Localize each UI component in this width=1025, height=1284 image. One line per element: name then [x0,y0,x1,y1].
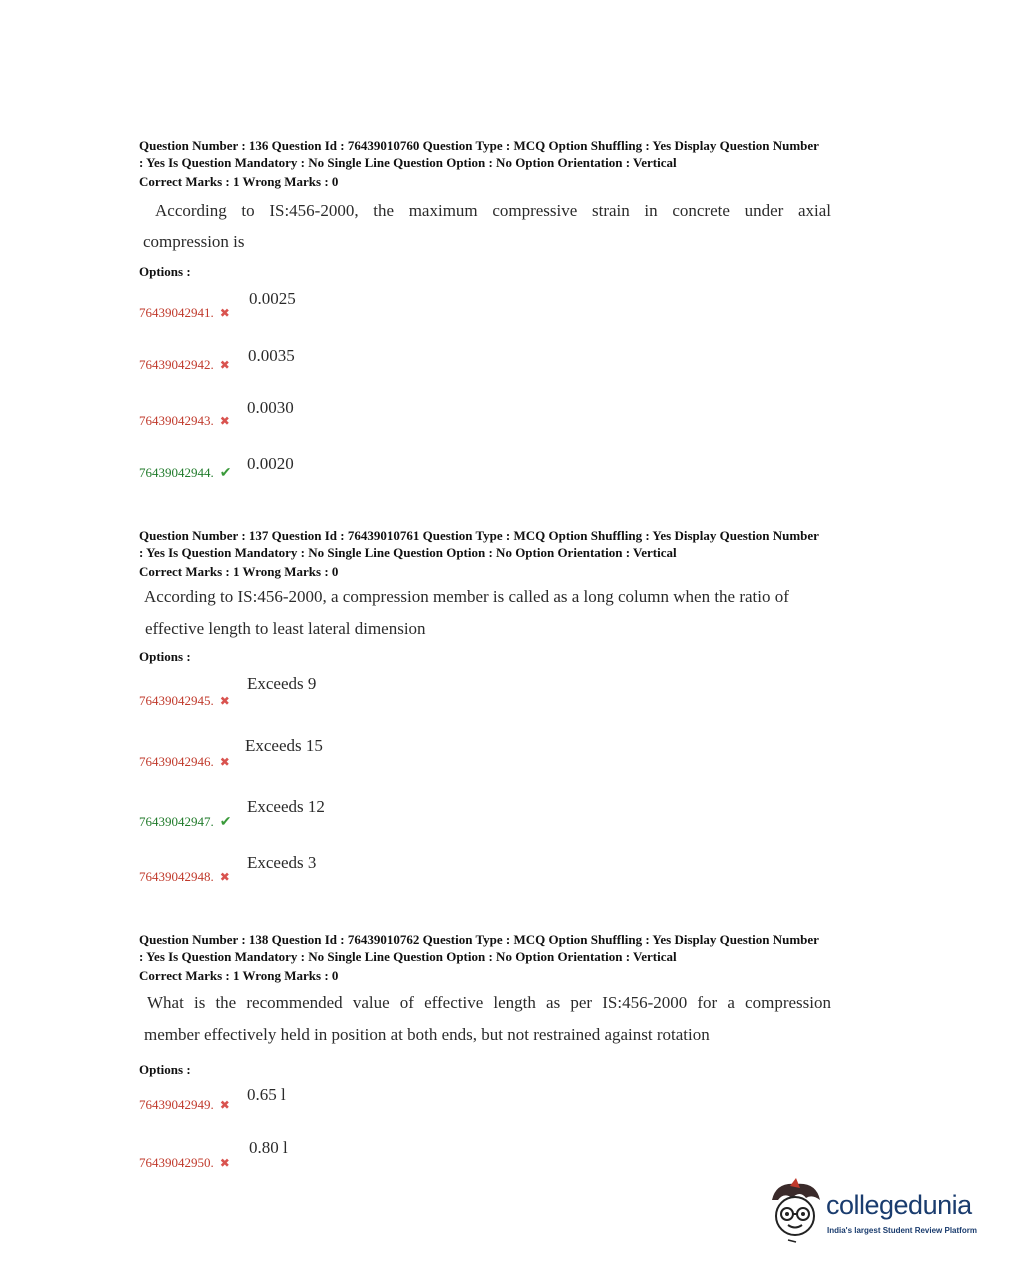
option-id: 76439042944. ✔ [139,465,232,481]
options-label: Options : [139,264,191,279]
option-text: 0.0030 [247,398,294,417]
check-mark-icon: ✔ [219,815,232,830]
option-text: 0.0025 [249,289,296,308]
option-id: 76439042943. ✖ [139,413,230,428]
option-id: 76439042941. ✖ [139,305,230,320]
wrong-mark-icon: ✖ [219,1156,230,1170]
wrong-mark-icon: ✖ [219,870,230,884]
options-label: Options : [139,1062,191,1077]
wrong-mark-icon: ✖ [219,306,230,320]
wrong-mark-icon: ✖ [219,1098,230,1112]
meta-line-1: Question Number : 138 Question Id : 76439010762 Question Type : MCQ Option Shuffling : Yes Display Question Number [139,932,819,947]
option-text: 0.80 l [249,1138,288,1157]
question-136-text-line-2: compression is [143,232,245,251]
question-138-meta [139,931,909,984]
question-138-text-line-1: What is the recommended value of effective length as per IS:456-2000 for a compression [147,993,831,1012]
option-text: Exceeds 15 [245,736,323,755]
option-text: 0.0020 [247,454,294,473]
logo-name: collegedunia [826,1190,972,1220]
option-id: 76439042947. ✔ [139,814,232,830]
options-label: Options : [139,649,191,664]
question-138-text-line-2: member effectively held in position at both ends, but not restrained against rotation [144,1025,710,1044]
option-id: 76439042948. ✖ [139,869,230,884]
marks-line: Correct Marks : 1 Wrong Marks : 0 [139,564,339,579]
option-text: Exceeds 9 [247,674,317,693]
wrong-mark-icon: ✖ [219,358,230,372]
check-mark-icon: ✔ [219,466,232,481]
wrong-mark-icon: ✖ [219,755,230,769]
meta-line-2: : Yes Is Question Mandatory : No Single Line Question Option : No Option Orientation : Vertical [139,949,677,964]
meta-line-2: : Yes Is Question Mandatory : No Single Line Question Option : No Option Orientation : Vertical [139,155,677,170]
marks-line: Correct Marks : 1 Wrong Marks : 0 [139,968,339,983]
option-id: 76439042949. ✖ [139,1097,230,1112]
option-id: 76439042945. ✖ [139,693,230,708]
logo-tagline: India's largest Student Review Platform [827,1226,977,1235]
option-id: 76439042950. ✖ [139,1155,230,1170]
meta-line-2: : Yes Is Question Mandatory : No Single Line Question Option : No Option Orientation : Vertical [139,545,677,560]
meta-line-1: Question Number : 136 Question Id : 76439010760 Question Type : MCQ Option Shuffling : Yes Display Question Number [139,138,819,153]
question-137-text-line-2: effective length to least lateral dimension [145,619,426,638]
wrong-mark-icon: ✖ [219,414,230,428]
option-text: 0.65 l [247,1085,286,1104]
question-137-meta [139,527,909,580]
option-id: 76439042942. ✖ [139,357,230,372]
option-id: 76439042946. ✖ [139,754,230,769]
option-text: Exceeds 12 [247,797,325,816]
question-136-text-line-1: According to IS:456-2000, the maximum compressive strain in concrete under axial [155,201,831,220]
option-text: Exceeds 3 [247,853,317,872]
question-136-meta [139,137,909,190]
option-text: 0.0035 [248,346,295,365]
mascot-face-icon [766,1178,824,1244]
collegedunia-logo [766,1178,996,1248]
marks-line: Correct Marks : 1 Wrong Marks : 0 [139,174,339,189]
wrong-mark-icon: ✖ [219,694,230,708]
meta-line-1: Question Number : 137 Question Id : 76439010761 Question Type : MCQ Option Shuffling : Yes Display Question Number [139,528,819,543]
question-137-text-line-1: According to IS:456-2000, a compression member is called as a long column when the ratio of [144,587,789,606]
